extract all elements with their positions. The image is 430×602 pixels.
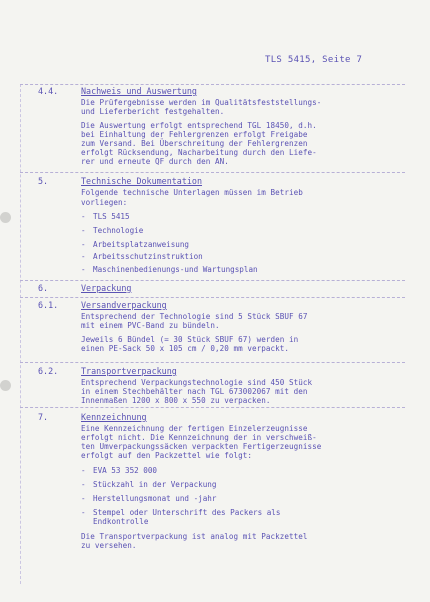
list-item: - TLS 5415 [81, 212, 130, 221]
list-item: - EVA 53 352 000 [81, 466, 158, 475]
margin-line [20, 84, 21, 584]
page-header: TLS 5415, Seite 7 [265, 55, 363, 65]
list-item: - Stückzahl in der Verpackung [81, 480, 217, 489]
section-title: Transportverpackung [81, 366, 177, 376]
paragraph-line: Innenmaßen 1200 x 800 x 550 zu verpacken. [81, 396, 271, 405]
section-divider [20, 280, 405, 282]
section-title: Versandverpackung [81, 300, 167, 310]
paragraph-line: Folgende technische Unterlagen müssen im Betrieb [81, 188, 303, 197]
list-item: - Technologie [81, 226, 144, 235]
section-divider [20, 172, 405, 174]
paragraph-line: vorliegen: [81, 198, 128, 207]
section-number: 4.4. [38, 86, 59, 96]
paragraph-line: Entsprechend Verpackungstechnologie sind 450 Stück [81, 378, 313, 387]
paragraph-line: und Lieferbericht festgehalten. [81, 107, 225, 116]
paragraph-line: bei Einhaltung der Fehlergrenzen erfolgt Freigabe [81, 130, 308, 139]
paragraph-line: rer und erneute QF durch den AN. [81, 157, 229, 166]
section-number: 6. [38, 283, 49, 293]
paragraph-line: Die Auswertung erfolgt entsprechend TGL 18450, d.h. [81, 121, 317, 130]
list-item: - Arbeitsplatzanweisung [81, 240, 190, 249]
list-item: - Herstellungsmonat und -jahr [81, 494, 217, 503]
paragraph-line: erfolgt nicht. Die Kennzeichnung der in verschweiß- [81, 433, 317, 442]
paragraph-line: zum Versand. Bei Überschreitung der Fehlergrenzen [81, 139, 308, 148]
punch-hole [0, 212, 11, 223]
section-divider [20, 407, 405, 409]
section-title: Verpackung [81, 283, 132, 293]
list-item-continuation: Endkontrolle [93, 517, 149, 526]
punch-hole [0, 380, 11, 391]
paragraph-line: erfolgt Rücksendung, Nacharbeitung durch den Liefe- [81, 148, 317, 157]
section-title: Kennzeichnung [81, 412, 147, 422]
section-divider [20, 297, 405, 299]
paragraph-line: Die Prüfergebnisse werden im Qualitätsfeststellungs- [81, 98, 322, 107]
section-divider [20, 84, 405, 86]
section-title: Technische Dokumentation [81, 176, 203, 186]
paragraph-line: mit einem PVC-Band zu bündeln. [81, 321, 220, 330]
list-item: - Arbeitsschutzinstruktion [81, 252, 203, 261]
section-number: 5. [38, 176, 49, 186]
section-number: 6.2. [38, 366, 59, 376]
paragraph-line: einen PE-Sack 50 x 105 cm / 0,20 mm verpackt. [81, 344, 289, 353]
paragraph-line: Entsprechend der Technologie sind 5 Stück SBUF 67 [81, 312, 308, 321]
paragraph-line: Die Transportverpackung ist analog mit Packzettel [81, 532, 308, 541]
paragraph-line: ten Umverpackungssäcken verpackten Fertigerzeugnisse [81, 442, 322, 451]
list-item: - Maschinenbedienungs-und Wartungsplan [81, 265, 258, 274]
paragraph-line: erfolgt auf den Packzettel wie folgt: [81, 451, 253, 460]
section-number: 7. [38, 412, 49, 422]
paragraph-line: zu versehen. [81, 541, 137, 550]
paragraph-line: in einem Stechbehälter nach TGL 673002067 mit den [81, 387, 308, 396]
section-title: Nachweis und Auswertung [81, 86, 197, 96]
list-item: - Stempel oder Unterschrift des Packers als [81, 508, 281, 517]
paragraph-line: Eine Kennzeichnung der fertigen Einzelerzeugnisse [81, 424, 308, 433]
section-divider [20, 362, 405, 364]
section-number: 6.1. [38, 300, 59, 310]
paragraph-line: Jeweils 6 Bündel (= 30 Stück SBUF 67) werden in [81, 335, 299, 344]
